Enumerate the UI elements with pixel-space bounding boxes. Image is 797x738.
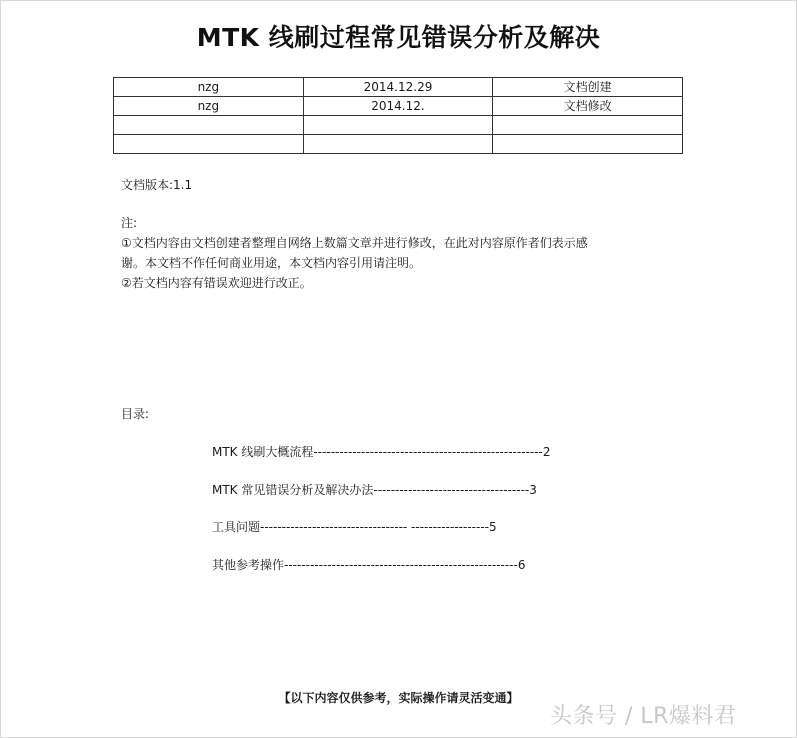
revision-table xyxy=(113,77,683,154)
table-cell: 2014.12. xyxy=(303,97,493,116)
notes-section xyxy=(121,213,701,293)
table-cell xyxy=(493,135,683,154)
toc-item: 工具问题---------------------------------- ------------------5 xyxy=(212,520,497,534)
table-cell xyxy=(114,116,304,135)
table-cell: nzg xyxy=(114,97,304,116)
toc-item: MTK 常见错误分析及解决办法------------------------------------3 xyxy=(212,483,537,497)
table-row xyxy=(114,116,683,135)
table-cell: 2014.12.29 xyxy=(303,78,493,97)
notes-line: ①文档内容由文档创建者整理自网络上数篇文章并进行修改，在此对内容原作者们表示感 xyxy=(121,236,588,250)
table-cell xyxy=(114,135,304,154)
document-title: MTK 线刷过程常见错误分析及解决 xyxy=(196,23,601,52)
table-cell: 文档修改 xyxy=(493,97,683,116)
notes-line: 谢。本文档不作任何商业用途，本文档内容引用请注明。 xyxy=(121,256,422,270)
table-cell xyxy=(303,135,493,154)
table-row xyxy=(114,135,683,154)
toc-item: MTK 线刷大概流程-----------------------------------------------------2 xyxy=(212,445,551,459)
table-cell xyxy=(303,116,493,135)
table-cell: 文档创建 xyxy=(493,78,683,97)
table-cell xyxy=(493,116,683,135)
table-cell: nzg xyxy=(114,78,304,97)
footer-note: 【以下内容仅供参考，实际操作请灵活变通】 xyxy=(278,691,519,705)
notes-heading: 注: xyxy=(121,216,138,230)
table-row xyxy=(114,97,683,116)
table-row xyxy=(114,78,683,97)
document-version: 文档版本:1.1 xyxy=(121,178,193,192)
toc-item: 其他参考操作------------------------------------------------------6 xyxy=(212,558,526,572)
notes-line: ②若文档内容有错误欢迎进行改正。 xyxy=(121,276,312,290)
toc-heading: 目录: xyxy=(121,407,150,421)
watermark: 头条号 / LR爆料君 xyxy=(550,704,737,729)
